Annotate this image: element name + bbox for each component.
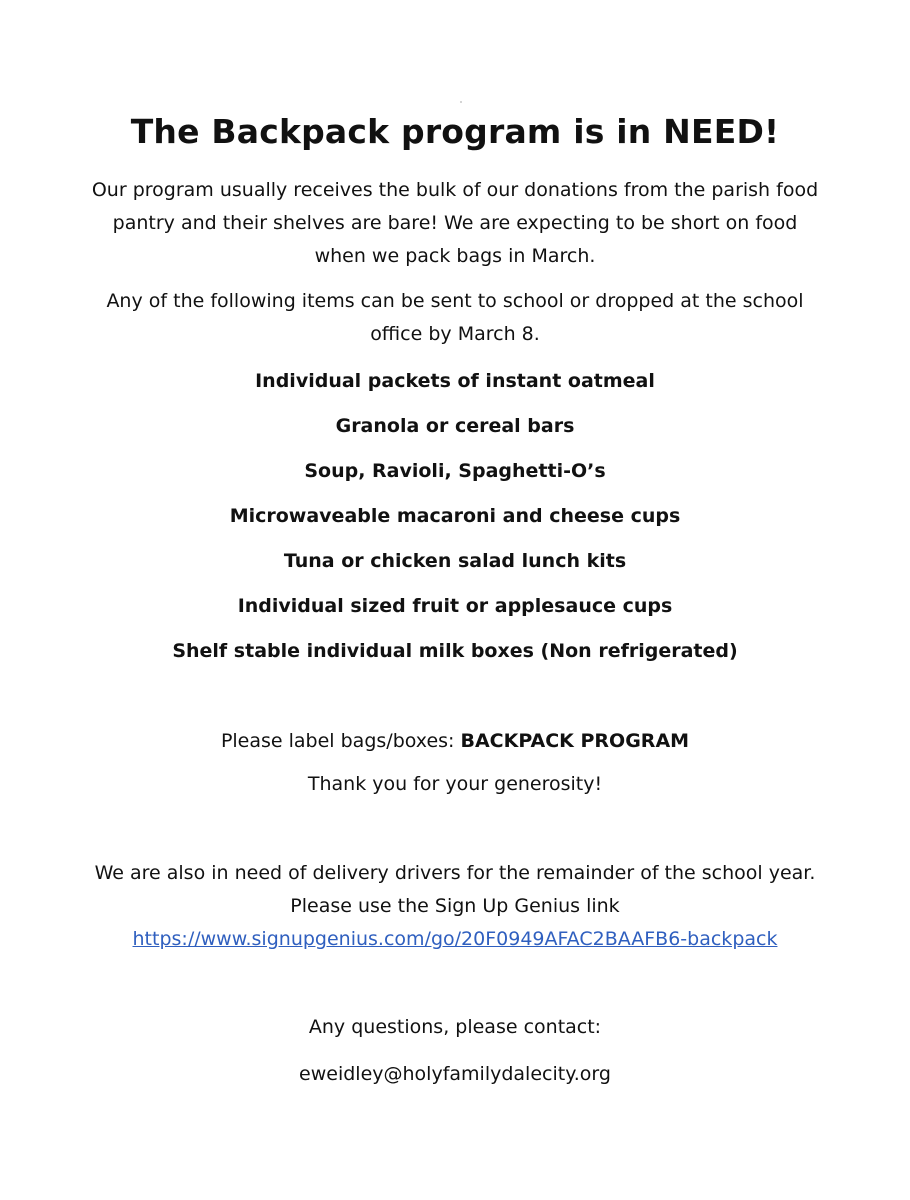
intro-paragraph: Our program usually receives the bulk of our donations from the parish food pantry and their shelves are bare! We are expecting to be short on food when we pack bags in March. <box>91 179 819 267</box>
scan-speck <box>460 101 462 103</box>
label-prefix: Please label bags/boxes: <box>220 730 461 752</box>
contact-email[interactable]: eweidley@holyfamilydalecity.org <box>299 1063 611 1085</box>
instructions-paragraph: Any of the following items can be sent to school or dropped at the school office by March 8. <box>106 290 804 345</box>
signup-link[interactable]: https://www.signupgenius.com/go/20F0949AFAC2BAAFB6-backpack <box>132 928 778 950</box>
donation-items-list <box>0 366 910 681</box>
flyer-title: The Backpack program is in NEED! <box>130 112 780 151</box>
donation-item: Microwaveable macaroni and cheese cups <box>229 505 681 527</box>
donation-item: Granola or cereal bars <box>335 415 575 437</box>
donation-item: Tuna or chicken salad lunch kits <box>283 550 627 572</box>
label-value: BACKPACK PROGRAM <box>460 730 690 752</box>
donation-item: Individual packets of instant oatmeal <box>255 370 655 392</box>
drivers-paragraph <box>85 857 825 956</box>
label-instruction <box>0 726 910 756</box>
donation-item: Shelf stable individual milk boxes (Non refrigerated) <box>172 640 738 662</box>
donation-item: Soup, Ravioli, Spaghetti-O’s <box>304 460 606 482</box>
contact-prompt: Any questions, please contact: <box>308 1016 602 1038</box>
drivers-text: We are also in need of delivery drivers for the remainder of the school year. Please use the Sign Up Genius link <box>94 862 816 917</box>
thanks-line: Thank you for your generosity! <box>307 773 603 795</box>
donation-item: Individual sized fruit or applesauce cups <box>237 595 673 617</box>
